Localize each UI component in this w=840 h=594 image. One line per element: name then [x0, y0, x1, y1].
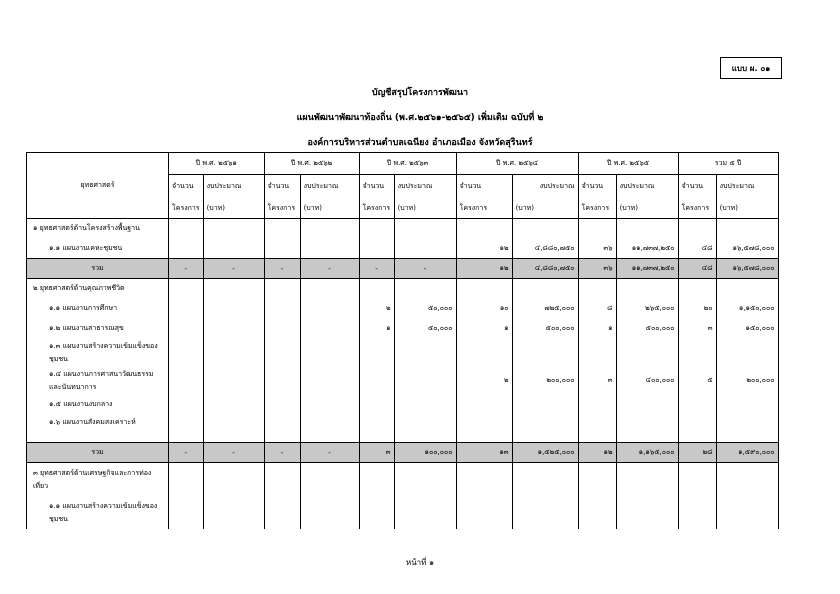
- budget-header: งบประมาณ: [203, 175, 264, 199]
- subtotal-label: รวม: [27, 443, 169, 463]
- count-cell: ๔๘: [678, 239, 716, 259]
- dash-cell: -: [264, 443, 300, 463]
- table-row: [27, 367, 779, 395]
- budget-cell: ๑๖,๕๗๘,๐๐๐: [716, 259, 778, 279]
- budget-cell: ๒๐๐,๐๐๐: [512, 367, 578, 395]
- subtotal-row: [27, 259, 779, 279]
- budget-cell: ๑๕๐,๐๐๐: [716, 319, 778, 339]
- count-cell: ๒: [359, 299, 394, 319]
- count-header: จำนวน: [678, 175, 716, 199]
- plan-label: ๑.๑ แผนงานการศึกษา: [27, 299, 169, 319]
- dash-cell: -: [169, 443, 204, 463]
- budget-cell: ๑๑,๗๓๗,๒๕๐: [616, 259, 678, 279]
- count-unit-header: โครงการ: [678, 199, 716, 219]
- budget-unit-header: (บาท): [716, 199, 778, 219]
- count-cell: ๒: [456, 367, 512, 395]
- strategy-header: ยุทธศาสตร์: [27, 153, 169, 219]
- count-cell: ๔๘: [678, 259, 716, 279]
- document-subtitle: แผนพัฒนาพัฒนาท้องถิ่น (พ.ศ.๒๕๖๑-๒๕๖๕) เพิ่มเติม ฉบับที่ ๒: [296, 113, 544, 123]
- strategy-2-label: ๒ ยุทธศาสตร์ด้านคุณภาพชีวิต: [27, 279, 169, 299]
- count-header: จำนวน: [359, 175, 394, 199]
- budget-cell: ๕๐,๐๐๐: [394, 299, 456, 319]
- plan-label: ๑.๕ แผนงานงบกลาง: [27, 395, 169, 415]
- subtotal-label: รวม: [27, 259, 169, 279]
- subtotal-row: [27, 443, 779, 463]
- budget-cell: ๗๒๕,๐๐๐: [512, 299, 578, 319]
- dash-cell: -: [359, 259, 394, 279]
- year-header-2561: ปี พ.ศ. ๒๕๖๑: [169, 153, 265, 175]
- table-row: [27, 497, 779, 529]
- budget-unit-header: (บาท): [616, 199, 678, 219]
- count-cell: ๑๐: [456, 299, 512, 319]
- year-header-2562: ปี พ.ศ. ๒๕๖๒: [264, 153, 359, 175]
- budget-cell: ๑๐๐,๐๐๐: [394, 443, 456, 463]
- year-header-2564: ปี พ.ศ. ๒๕๖๔: [456, 153, 578, 175]
- table-row: [27, 463, 779, 497]
- count-cell: ๓: [678, 319, 716, 339]
- dash-cell: -: [169, 259, 204, 279]
- dash-cell: -: [300, 443, 359, 463]
- count-cell: ๑: [456, 319, 512, 339]
- budget-cell: ๑,๑๕๐,๐๐๐: [716, 299, 778, 319]
- count-cell: ๓: [359, 443, 394, 463]
- budget-cell: ๑,๑๖๕,๐๐๐: [616, 443, 678, 463]
- count-unit-header: โครงการ: [264, 199, 300, 219]
- table-row: [27, 395, 779, 415]
- budget-cell: ๔,๘๘๐,๗๕๐: [512, 239, 578, 259]
- year-header-2563: ปี พ.ศ. ๒๕๖๓: [359, 153, 456, 175]
- document-title: บัญชีสรุปโครงการพัฒนา: [371, 88, 469, 98]
- budget-cell: ๒๐๐,๐๐๐: [716, 367, 778, 395]
- table-row: [27, 415, 779, 443]
- count-cell: ๓๖: [578, 259, 616, 279]
- table-row: [27, 279, 779, 299]
- strategy-3-label: ๓ ยุทธศาสตร์ด้านเศรษฐกิจและการท่องเที่ยว: [27, 463, 169, 497]
- count-cell: ๑๒: [456, 259, 512, 279]
- count-unit-header: โครงการ: [578, 199, 616, 219]
- dash-cell: -: [394, 259, 456, 279]
- count-header: จำนวน: [169, 175, 204, 199]
- budget-cell: ๑,๕๒๕,๐๐๐: [512, 443, 578, 463]
- budget-cell: ๑๖,๕๗๘,๐๐๐: [716, 239, 778, 259]
- budget-cell: ๕๐๐,๐๐๐: [512, 319, 578, 339]
- count-cell: ๓๖: [578, 239, 616, 259]
- budget-header: งบประมาณ: [512, 175, 578, 199]
- organization-title: องค์การบริหารส่วนตำบลเฉนียง อำเภอเมือง จังหวัดสุรินทร์: [307, 138, 533, 148]
- form-code: แบบ ผ. ๐๑: [731, 63, 771, 73]
- year-header-2565: ปี พ.ศ. ๒๕๖๕: [578, 153, 678, 175]
- project-summary-table: [26, 152, 779, 529]
- budget-cell: ๔,๘๘๐,๗๕๐: [512, 259, 578, 279]
- budget-cell: ๔๐๐,๐๐๐: [616, 367, 678, 395]
- count-cell: ๑๓: [456, 443, 512, 463]
- dash-cell: -: [203, 443, 264, 463]
- count-unit-header: โครงการ: [456, 199, 512, 219]
- budget-unit-header: (บาท): [300, 199, 359, 219]
- table-row: [27, 219, 779, 239]
- dash-cell: -: [203, 259, 264, 279]
- count-cell: ๑๒: [578, 443, 616, 463]
- budget-header: งบประมาณ: [394, 175, 456, 199]
- count-header: จำนวน: [456, 175, 512, 199]
- budget-unit-header: (บาท): [203, 199, 264, 219]
- count-cell: ๕: [678, 367, 716, 395]
- budget-header: งบประมาณ: [616, 175, 678, 199]
- budget-unit-header: (บาท): [512, 199, 578, 219]
- count-header: จำนวน: [578, 175, 616, 199]
- form-code-box: [720, 57, 782, 79]
- table-row: [27, 299, 779, 319]
- count-unit-header: โครงการ: [359, 199, 394, 219]
- count-cell: ๑๒: [456, 239, 512, 259]
- table-row: [27, 339, 779, 367]
- plan-label: ๑.๑ แผนงานเคหะชุมชน: [27, 239, 169, 259]
- count-header: จำนวน: [264, 175, 300, 199]
- strategy-1-label: ๑ ยุทธศาสตร์ด้านโครงสร้างพื้นฐาน: [27, 219, 169, 239]
- budget-unit-header: (บาท): [394, 199, 456, 219]
- plan-label: ๑.๖ แผนงานสังคมสงเคราะห์: [27, 415, 169, 443]
- table-row: [27, 319, 779, 339]
- budget-cell: ๑,๕๙๐,๐๐๐: [716, 443, 778, 463]
- plan-label: ๑.๓ แผนงานสร้างความเข้มแข็งของชุมชน: [27, 339, 169, 367]
- budget-cell: ๑๑,๗๓๗,๒๕๐: [616, 239, 678, 259]
- budget-header: งบประมาณ: [716, 175, 778, 199]
- plan-label: ๑.๔ แผนงานการศาสนาวัฒนธรรมและนันทนาการ: [27, 367, 169, 395]
- count-cell: ๒๘: [678, 443, 716, 463]
- year-header-total: รวม ๕ ปี: [678, 153, 778, 175]
- count-unit-header: โครงการ: [169, 199, 204, 219]
- count-cell: ๒๐: [678, 299, 716, 319]
- dash-cell: -: [300, 259, 359, 279]
- count-cell: ๑: [578, 319, 616, 339]
- dash-cell: -: [264, 259, 300, 279]
- count-cell: ๑: [359, 319, 394, 339]
- budget-header: งบประมาณ: [300, 175, 359, 199]
- page-number: หน้าที่ ๑: [405, 558, 435, 567]
- count-cell: ๘: [578, 299, 616, 319]
- budget-cell: ๕๐๐,๐๐๐: [616, 319, 678, 339]
- plan-label: ๑.๑ แผนงานสร้างความเข้มแข็งของชุมชน: [27, 497, 169, 529]
- plan-label: ๑.๒ แผนงานสาธารณสุข: [27, 319, 169, 339]
- table-row: [27, 239, 779, 259]
- count-cell: ๓: [578, 367, 616, 395]
- budget-cell: ๒๖๕,๐๐๐: [616, 299, 678, 319]
- budget-cell: ๕๐,๐๐๐: [394, 319, 456, 339]
